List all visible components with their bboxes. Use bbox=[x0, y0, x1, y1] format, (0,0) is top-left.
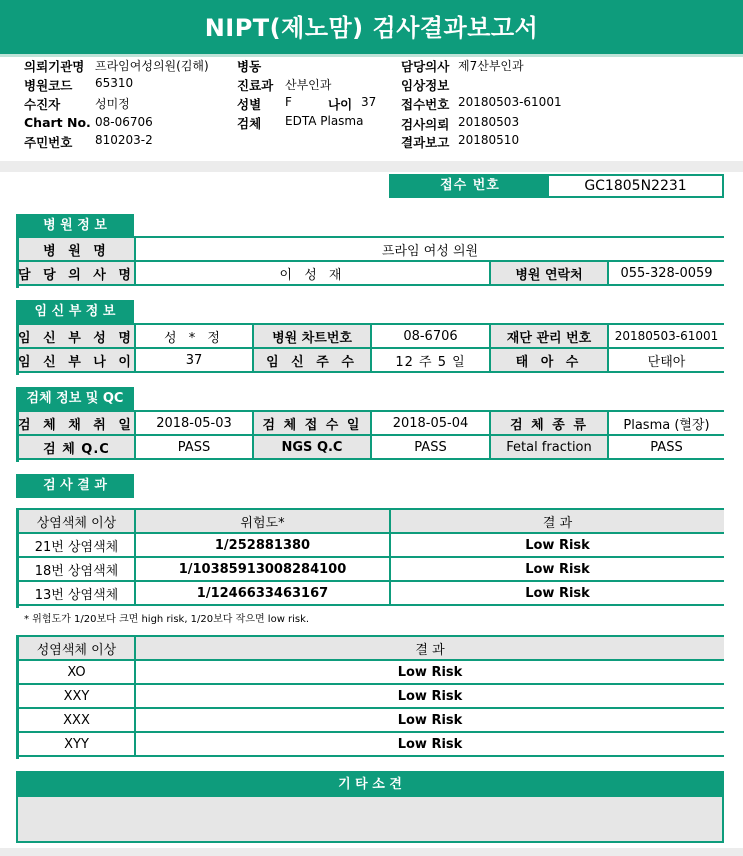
clinical-label: 임상정보 bbox=[401, 78, 450, 93]
specimen-qc-value: PASS bbox=[134, 436, 252, 458]
pregnant-info-table bbox=[16, 323, 724, 375]
request-value: 20180503 bbox=[458, 115, 520, 129]
autosome-results-table bbox=[16, 508, 724, 608]
result-value: Low Risk bbox=[389, 558, 724, 580]
age-value: 37 bbox=[361, 95, 377, 109]
request-label: 검사의뢰 bbox=[401, 117, 450, 132]
receive-date-label: 검 체 접 수 일 bbox=[252, 412, 370, 434]
chart-no-label: 병원 차트번호 bbox=[252, 325, 370, 347]
specimen-type-value: Plasma (혈장) bbox=[607, 412, 724, 434]
risk-footnote: * 위험도가 1/20보다 크면 high risk, 1/20보다 작으면 low risk. bbox=[24, 614, 310, 625]
specimen-label: 검체 bbox=[237, 116, 262, 131]
hospital-name-value: 프라임 여성 의원 bbox=[134, 238, 724, 260]
sex-result-value: Low Risk bbox=[134, 685, 724, 707]
col-sex-result: 결 과 bbox=[134, 637, 724, 659]
table-row bbox=[19, 434, 724, 460]
fetus-count-label: 태 아 수 bbox=[489, 349, 607, 371]
fetus-count-value: 단태아 bbox=[607, 349, 724, 371]
specimen-type-label: 검 체 종 류 bbox=[489, 412, 607, 434]
fetal-fraction-value: PASS bbox=[607, 436, 724, 458]
chart-value: 08-06706 bbox=[95, 115, 153, 129]
table-header-row bbox=[19, 635, 724, 661]
col-result: 결 과 bbox=[389, 510, 724, 532]
patient-info-header bbox=[0, 57, 743, 161]
table-row bbox=[19, 236, 724, 262]
table-header-row bbox=[19, 508, 724, 534]
foundation-no-label: 재단 관리 번호 bbox=[489, 325, 607, 347]
patient-value: 성미정 bbox=[95, 97, 130, 111]
chart-label: Chart No. bbox=[24, 115, 91, 130]
sex-label: 성별 bbox=[237, 97, 262, 112]
sex-chromosome-name: XXY bbox=[63, 688, 90, 704]
table-row bbox=[19, 580, 724, 606]
hospital-name-label: 병 원 명 bbox=[19, 238, 134, 260]
ngs-qc-label: NGS Q.C bbox=[252, 436, 370, 458]
ward-label: 병동 bbox=[237, 59, 262, 74]
other-remarks-title: 기 타 소 견 bbox=[18, 773, 722, 797]
risk-value: 1/252881380 bbox=[134, 534, 389, 556]
specimen-value: EDTA Plasma bbox=[285, 114, 364, 128]
chromosome-name: 18번 상염색체 bbox=[34, 563, 119, 579]
pregnant-info-title: 임 신 부 정 보 bbox=[16, 300, 134, 324]
table-row bbox=[19, 410, 724, 436]
sex-chromosome-name: XYY bbox=[64, 736, 89, 752]
specimen-qc-label: 검 체 Q.C bbox=[19, 436, 134, 458]
chart-no-value: 08-6706 bbox=[370, 325, 489, 347]
table-row bbox=[19, 659, 724, 685]
ssn-label: 주민번호 bbox=[24, 135, 73, 150]
pregnant-name-label: 임 신 부 성 명 bbox=[19, 325, 134, 347]
age-label: 나이 bbox=[328, 97, 353, 112]
chromosome-name: 21번 상염색체 bbox=[34, 539, 119, 555]
col-sex-chromosome: 성염색체 이상 bbox=[19, 637, 134, 659]
pregnant-name-value: 성 * 정 bbox=[134, 325, 252, 347]
contact-label: 병원 연락처 bbox=[489, 262, 607, 284]
ssn-value: 810203-2 bbox=[95, 133, 153, 147]
table-row bbox=[19, 731, 724, 757]
receipt-value: 20180503-61001 bbox=[458, 95, 562, 109]
table-row bbox=[19, 556, 724, 582]
pregnant-age-value: 37 bbox=[134, 349, 252, 371]
sex-value: F bbox=[285, 95, 292, 109]
doctor-name-label: 담 당 의 사 명 bbox=[19, 262, 134, 284]
doctor-label: 담당의사 bbox=[401, 59, 450, 74]
receive-date-value: 2018-05-04 bbox=[370, 412, 489, 434]
risk-value: 1/10385913008284100 bbox=[134, 558, 389, 580]
sex-chromosome-name: XXX bbox=[63, 712, 90, 728]
table-row bbox=[19, 323, 724, 349]
doctor-name-value: 이 성 재 bbox=[134, 262, 489, 284]
chromosome-name: 13번 상염색체 bbox=[34, 587, 119, 603]
col-risk: 위험도* bbox=[134, 510, 389, 532]
hospital-info-title: 병 원 정 보 bbox=[16, 214, 134, 238]
report-body bbox=[0, 172, 743, 848]
sex-chromosome-name: XO bbox=[67, 664, 86, 680]
ngs-qc-value: PASS bbox=[370, 436, 489, 458]
hospital-code-label: 병원코드 bbox=[24, 78, 73, 93]
gestation-weeks-value: 12 주 5 일 bbox=[370, 349, 489, 371]
institution-value: 프라임여성의원(김해) bbox=[95, 59, 209, 73]
page-title: NIPT(제노맘) 검사결과보고서 bbox=[0, 0, 743, 54]
risk-value: 1/1246633463167 bbox=[134, 582, 389, 604]
report-label: 결과보고 bbox=[401, 135, 450, 150]
results-title: 검 사 결 과 bbox=[16, 474, 134, 498]
pregnant-age-label: 임 신 부 나 이 bbox=[19, 349, 134, 371]
collect-date-value: 2018-05-03 bbox=[134, 412, 252, 434]
table-row bbox=[19, 683, 724, 709]
report-value: 20180510 bbox=[458, 133, 520, 147]
sex-result-value: Low Risk bbox=[134, 733, 724, 755]
other-remarks-box bbox=[16, 771, 724, 843]
sex-result-value: Low Risk bbox=[134, 709, 724, 731]
institution-label: 의뢰기관명 bbox=[24, 59, 85, 74]
contact-value: 055-328-0059 bbox=[607, 262, 724, 284]
hospital-code-value: 65310 bbox=[95, 76, 134, 90]
collect-date-label: 검 체 채 취 일 bbox=[19, 412, 134, 434]
fetal-fraction-label: Fetal fraction bbox=[489, 436, 607, 458]
sex-chromosome-table bbox=[16, 635, 724, 759]
foundation-no-value: 20180503-61001 bbox=[607, 325, 724, 347]
specimen-info-title: 검체 정보 및 QC bbox=[16, 387, 134, 411]
receipt-box-value: GC1805N2231 bbox=[584, 178, 687, 194]
table-row bbox=[19, 532, 724, 558]
gestation-weeks-label: 임 신 주 수 bbox=[252, 349, 370, 371]
dept-value: 산부인과 bbox=[285, 78, 332, 92]
table-row bbox=[19, 260, 724, 286]
receipt-box-label: 접수 번호 bbox=[391, 176, 549, 196]
sex-result-value: Low Risk bbox=[134, 661, 724, 683]
table-row bbox=[19, 707, 724, 733]
dept-label: 진료과 bbox=[237, 78, 274, 93]
result-value: Low Risk bbox=[389, 582, 724, 604]
receipt-label: 접수번호 bbox=[401, 97, 450, 112]
table-row bbox=[19, 347, 724, 373]
col-autosome: 상염색체 이상 bbox=[19, 510, 134, 532]
receipt-box bbox=[389, 174, 724, 198]
specimen-info-table bbox=[16, 410, 724, 462]
result-value: Low Risk bbox=[389, 534, 724, 556]
doctor-value: 제7산부인과 bbox=[458, 59, 524, 73]
hospital-info-table bbox=[16, 236, 724, 288]
patient-label: 수진자 bbox=[24, 97, 61, 112]
